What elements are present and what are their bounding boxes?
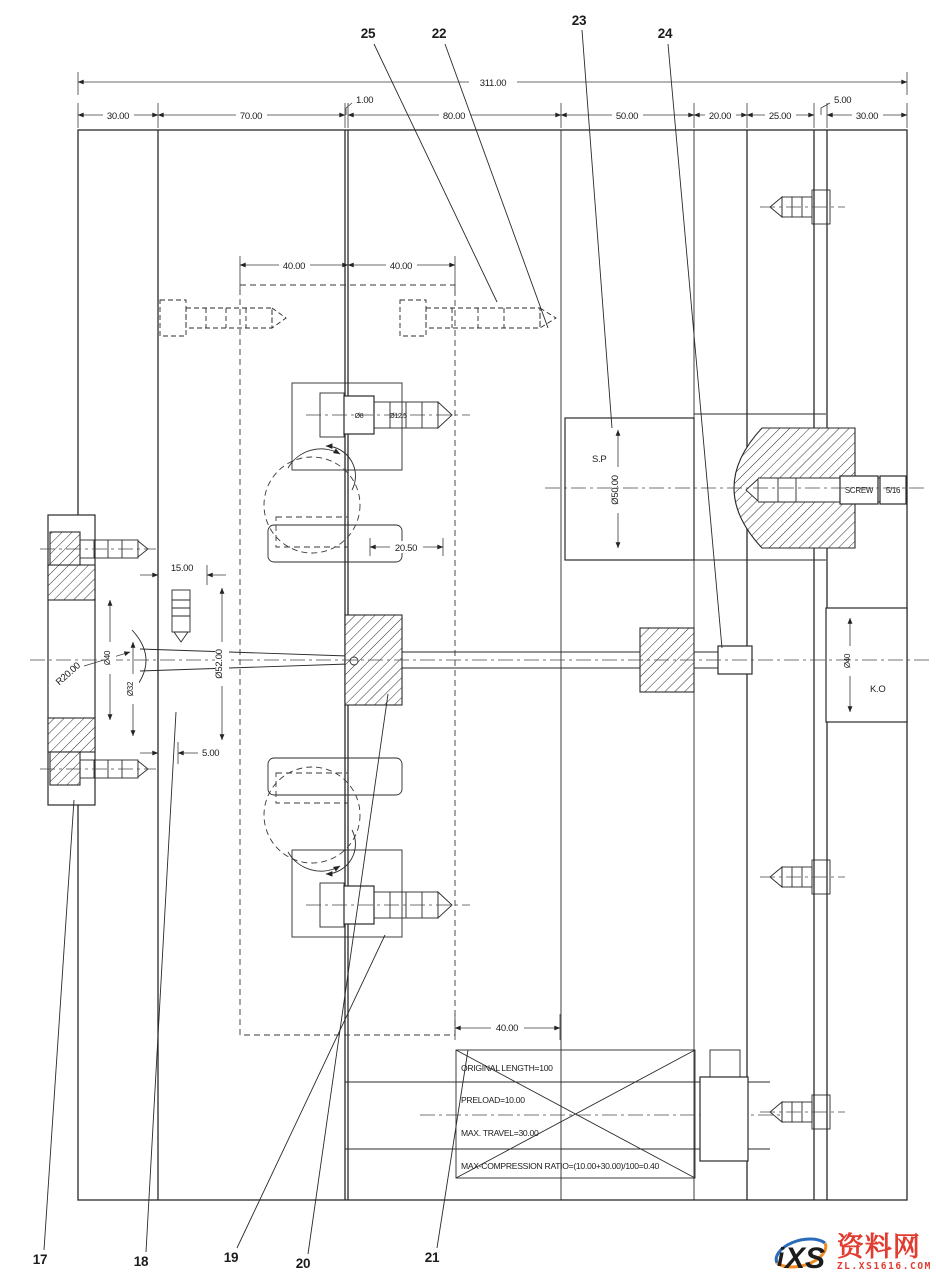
cap-screw-hidden-left (160, 300, 286, 336)
watermark-letter-x: X (784, 1242, 805, 1275)
dim-chain-5: 50.00 (615, 111, 639, 122)
dim-sprue-dia: Ø40 (103, 650, 112, 666)
callout-17: 17 (32, 1252, 48, 1267)
callout-18: 18 (133, 1254, 149, 1269)
sprue-bushing-retainer (172, 590, 190, 642)
rear-plate-screw-bottom (760, 1095, 845, 1129)
dim-chain-6: 20.00 (708, 111, 732, 122)
callout-22: 22 (431, 26, 447, 41)
spring-note-1: ORIGINAL LENGTH=100 (461, 1063, 553, 1073)
dimension-2050 (370, 538, 443, 556)
return-pin-bottom (306, 883, 470, 927)
dim-bushing-offset: 15.00 (170, 563, 194, 574)
callout-24: 24 (657, 26, 673, 41)
dim-chain-9: 30.00 (855, 111, 879, 122)
dim-overall-width: 311.00 (479, 78, 507, 89)
flange-screw-bottom (40, 752, 156, 785)
dim-flange-step: 5.00 (202, 748, 220, 759)
screw-size-label: 5/16 (885, 486, 901, 495)
dim-locating-ring-radius: R20.00 (53, 660, 83, 688)
knockout-block (826, 608, 907, 722)
callout-25: 25 (360, 26, 376, 41)
dim-chain-3: 1.00 (356, 95, 374, 106)
dim-ko-hole: Ø40 (843, 653, 852, 669)
cavity-insert-bottom (264, 758, 402, 937)
knockout-label: K.O (870, 684, 886, 695)
dim-chain-8: 5.00 (834, 95, 852, 106)
return-pin-top (306, 393, 470, 437)
callout-23: 23 (571, 13, 587, 28)
sprue-puller-label: S.P (592, 454, 607, 465)
cap-screw-hidden-right (400, 300, 556, 336)
callout-20: 20 (295, 1256, 311, 1271)
dimension-chain-top (78, 95, 907, 128)
watermark-logo (769, 1230, 833, 1276)
dim-pocket-right: 40.00 (389, 261, 413, 272)
callout-19: 19 (223, 1250, 239, 1265)
dim-chain-7: 25.00 (768, 111, 792, 122)
dim-flange-bore: Ø52.00 (214, 649, 225, 679)
dim-chain-2: 70.00 (239, 111, 263, 122)
spring-note-2: PRELOAD=10.00 (461, 1095, 525, 1105)
dim-return-pin-head: Ø8 (354, 413, 364, 420)
spring-assembly (345, 1050, 780, 1178)
cavity-insert-top (264, 383, 402, 562)
callout-21: 21 (424, 1250, 440, 1265)
dim-insert-depth: 20.50 (394, 543, 418, 554)
sprue-puller-block (565, 418, 694, 560)
dim-spring-pocket: 40.00 (495, 1023, 519, 1034)
dimension-1500 (140, 563, 226, 585)
watermark (769, 1230, 932, 1276)
watermark-site-name: 资料网 (836, 1232, 921, 1264)
dimension-4000-spring (455, 1014, 560, 1040)
watermark-letter-i: i (776, 1242, 784, 1272)
watermark-site-url: ZL.XS1616.COM (836, 1261, 932, 1273)
dimension-500-left (140, 742, 219, 764)
mold-plate-outlines (78, 130, 907, 1200)
spring-note-4: MAX-COMPRESSION RATIO=(10.00+30.00)/100=0.40 (461, 1161, 659, 1171)
dim-chain-1: 30.00 (106, 111, 130, 122)
flange-screw-top (40, 532, 156, 565)
dim-sprue-puller-dia: Ø50.00 (610, 475, 621, 505)
dim-pocket-left: 40.00 (282, 261, 306, 272)
dimension-overall (78, 72, 907, 95)
screw-name-label: SCREW (844, 486, 874, 495)
dim-chain-4: 80.00 (442, 111, 466, 122)
watermark-letter-s: S (804, 1242, 825, 1275)
dim-sprue-tip-dia: Ø32 (126, 681, 135, 697)
rear-plate-screw-top (760, 190, 845, 224)
spring-note-3: MAX. TRAVEL=30.00 (461, 1128, 539, 1138)
dim-return-pin: Ø12.5 (389, 413, 407, 420)
rear-plate-screw-middle (760, 860, 845, 894)
